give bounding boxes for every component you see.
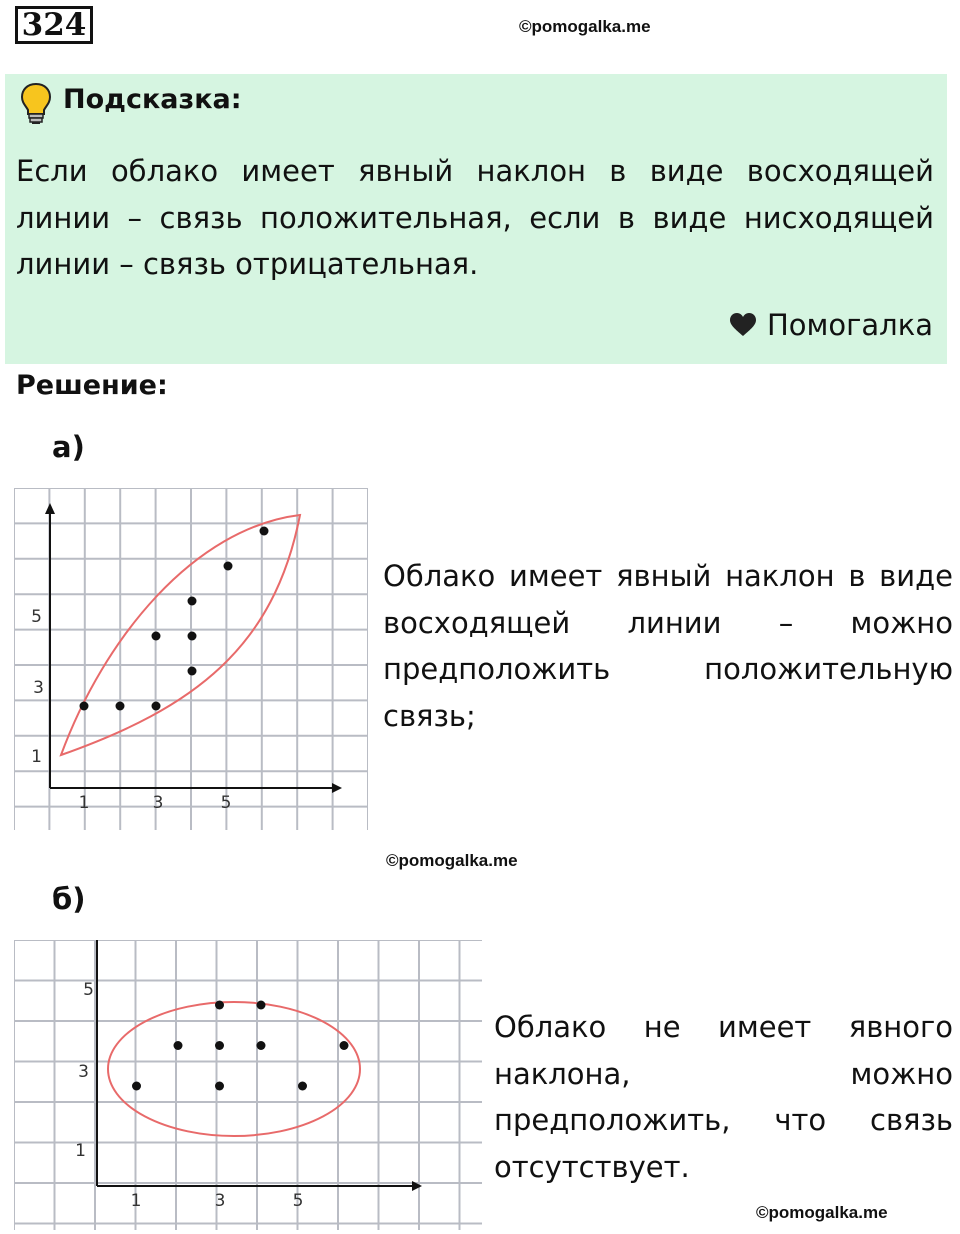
y-tick-1-b: 1 <box>75 1141 86 1161</box>
part-b-label: б) <box>52 882 86 916</box>
y-tick-5-a: 5 <box>31 607 42 627</box>
x-tick-3-a: 3 <box>152 793 164 813</box>
data-point-b-7 <box>257 1001 266 1010</box>
y-tick-5-b: 5 <box>83 980 94 1000</box>
data-point-b-4 <box>215 1041 224 1050</box>
part-a-answer: Облако имеет явный наклон в виде восходящей линии – можно предположить положительную связь; <box>383 559 953 733</box>
y-tick-3-a: 3 <box>33 678 44 698</box>
x-tick-5-a: 5 <box>220 793 232 813</box>
cloud-a <box>61 515 300 755</box>
chart-b <box>14 940 482 1230</box>
x-tick-1-a: 1 <box>78 793 90 813</box>
data-point-a-2 <box>116 702 125 711</box>
data-point-a-4 <box>152 632 161 641</box>
data-point-a-9 <box>260 527 269 536</box>
chart-a <box>14 488 368 830</box>
data-point-a-5 <box>188 667 197 676</box>
hint-text: Если облако имеет явный наклон в виде восходящей линии – связь положительная, если в виде нисходящей линии – связь отрицательная. <box>16 154 934 281</box>
data-point-a-3 <box>152 702 161 711</box>
data-point-a-8 <box>224 562 233 571</box>
y-tick-1-a: 1 <box>31 747 42 767</box>
data-point-a-1 <box>80 702 89 711</box>
watermark-top: ©pomogalka.me <box>519 17 651 36</box>
watermark-bottom: ©pomogalka.me <box>756 1203 888 1222</box>
brand-name: Помогалка <box>767 308 933 342</box>
heart-icon <box>729 312 757 338</box>
y-tick-3-b: 3 <box>78 1062 89 1082</box>
task-number: 324 <box>15 6 93 44</box>
hint-title: Подсказка: <box>63 84 242 115</box>
watermark-middle: ©pomogalka.me <box>386 851 518 870</box>
cloud-b <box>108 1002 360 1136</box>
hint-panel <box>5 74 947 364</box>
x-tick-3-b: 3 <box>214 1191 226 1211</box>
x-tick-5-b: 5 <box>292 1191 304 1211</box>
y-axis-arrow-a <box>45 503 55 514</box>
x-tick-1-b: 1 <box>130 1191 142 1211</box>
data-point-b-2 <box>174 1041 183 1050</box>
brand <box>729 308 933 342</box>
data-point-b-8 <box>298 1082 307 1091</box>
data-point-a-7 <box>188 597 197 606</box>
part-b-answer: Облако не имеет явного наклона, можно предположить, что связь отсутствует. <box>494 1010 953 1184</box>
part-a-label: а) <box>52 430 85 464</box>
lightbulb-icon <box>19 82 53 126</box>
data-point-b-6 <box>257 1041 266 1050</box>
data-point-b-5 <box>215 1001 224 1010</box>
data-point-b-1 <box>132 1082 141 1091</box>
grid-a <box>14 488 368 830</box>
solution-title: Решение: <box>16 370 168 401</box>
data-point-a-6 <box>188 632 197 641</box>
data-point-b-9 <box>340 1041 349 1050</box>
x-axis-arrow-a <box>332 783 342 793</box>
data-point-b-3 <box>215 1082 224 1091</box>
